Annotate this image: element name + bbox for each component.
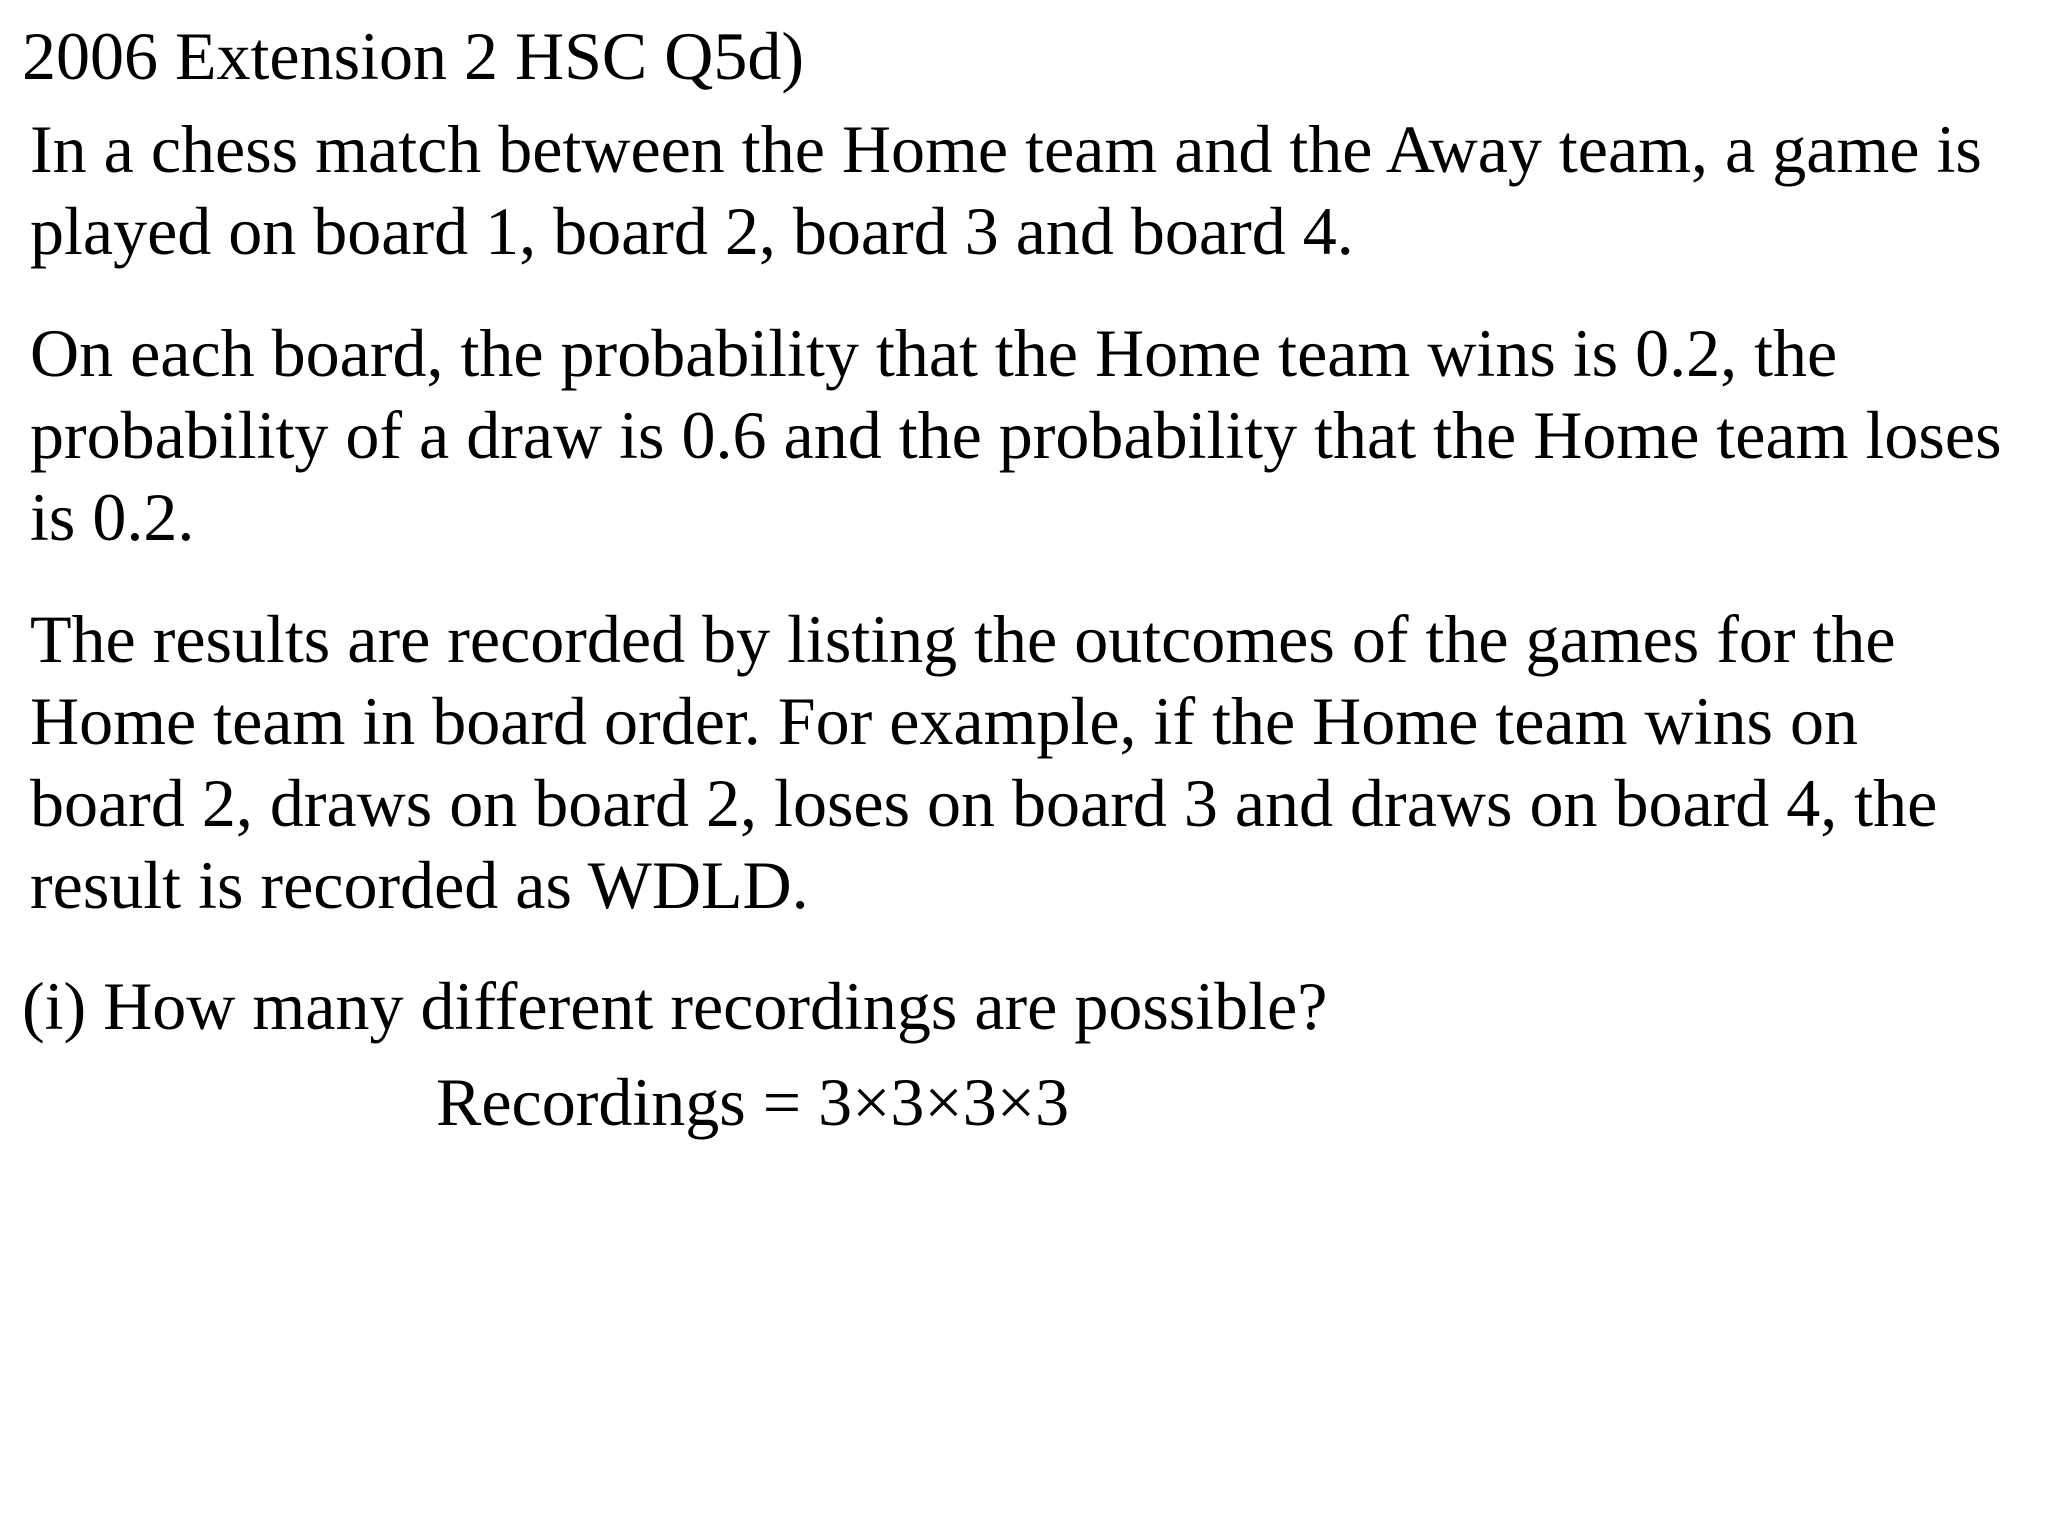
paragraph-line: result is recorded as WDLD.: [30, 847, 809, 923]
intro-paragraph: [30, 108, 2040, 272]
answer-formula: Recordings = 3×3×3×3: [436, 1064, 1070, 1140]
paragraph-line: board 2, draws on board 2, loses on board 3 and draws on board 4, the: [30, 765, 1938, 841]
paragraph-line: On each board, the probability that the Home team wins is 0.2, the: [30, 315, 1838, 391]
paragraph-line: Home team in board order. For example, if the Home team wins on: [30, 683, 1858, 759]
paragraph-line: The results are recorded by listing the outcomes of the games for the: [30, 601, 1896, 677]
recording-paragraph: [30, 598, 2040, 926]
paragraph-line: played on board 1, board 2, board 3 and board 4.: [30, 193, 1354, 269]
paragraph-line: is 0.2.: [30, 479, 195, 555]
probability-paragraph: [30, 312, 2040, 558]
question-part-i: (i) How many different recordings are possible?: [22, 968, 1328, 1044]
paragraph-line: probability of a draw is 0.6 and the probability that the Home team loses: [30, 397, 2002, 473]
paragraph-line: In a chess match between the Home team and the Away team, a game is: [30, 111, 1982, 187]
question-heading: 2006 Extension 2 HSC Q5d): [22, 18, 804, 94]
